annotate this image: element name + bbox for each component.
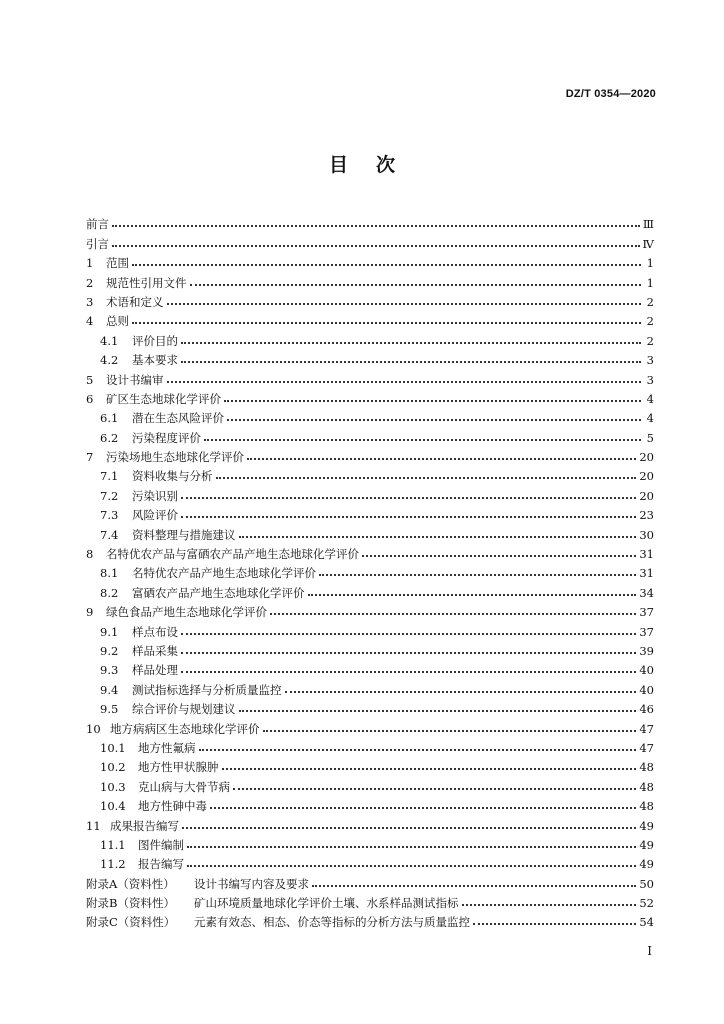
title-char-2: 次 xyxy=(376,154,396,176)
page-title xyxy=(0,150,724,177)
toc-entry[interactable] xyxy=(86,736,654,755)
toc-entry[interactable] xyxy=(86,619,654,638)
toc-entry-page: 31 xyxy=(639,547,654,562)
toc-entry[interactable] xyxy=(86,231,654,250)
toc-entry-title: 图件编制 xyxy=(138,837,184,852)
toc-entry-number: 6 xyxy=(86,391,94,406)
toc-entry-page: 20 xyxy=(639,450,654,465)
toc-leader-dots xyxy=(362,554,636,557)
toc-entry[interactable] xyxy=(86,600,654,619)
toc-entry-title: 矿山环境质量地球化学评价土壤、水系样品测试指标 xyxy=(194,896,459,911)
toc-leader-dots xyxy=(224,399,641,402)
toc-entry[interactable] xyxy=(86,425,654,444)
toc-entry-page: Ⅲ xyxy=(642,217,654,232)
toc-entry[interactable] xyxy=(86,871,654,890)
toc-leader-dots xyxy=(285,690,637,693)
toc-leader-dots xyxy=(182,826,636,829)
standard-code: DZ/T 0354—2020 xyxy=(565,88,656,100)
toc-entry-title: 克山病与大骨节病 xyxy=(138,779,230,794)
toc-entry-title: 成果报告编写 xyxy=(110,818,179,833)
toc-entry-number: 2 xyxy=(86,275,94,290)
toc-leader-dots xyxy=(204,438,641,441)
toc-entry-title: 地方性甲状腺肿 xyxy=(138,760,219,775)
toc-entry-number: 7.3 xyxy=(100,508,119,523)
toc-entry-page: 4 xyxy=(646,391,654,406)
toc-entry-title: 资料整理与措施建议 xyxy=(132,527,236,542)
toc-entry-number: 11.1 xyxy=(100,837,126,852)
toc-entry-number: 1 xyxy=(86,256,94,271)
toc-entry-page: 40 xyxy=(639,663,654,678)
toc-entry-page: 23 xyxy=(639,508,654,523)
toc-entry-number: 7.1 xyxy=(100,469,119,484)
toc-entry-title: 术语和定义 xyxy=(106,294,164,309)
toc-entry-title: 名特优农产品与富硒农产品产地生态地球化学评价 xyxy=(106,547,359,562)
toc-leader-dots xyxy=(167,380,642,383)
toc-entry[interactable] xyxy=(86,270,654,289)
toc-entry-title: 范围 xyxy=(106,256,129,271)
toc-leader-dots xyxy=(319,573,636,576)
toc-leader-dots xyxy=(181,360,641,363)
toc-entry[interactable] xyxy=(86,658,654,677)
toc-entry[interactable] xyxy=(86,464,654,483)
toc-entry[interactable] xyxy=(86,774,654,793)
toc-leader-dots xyxy=(210,806,636,809)
toc-entry-title: 设计书编写内容及要求 xyxy=(194,876,309,891)
toc-entry-title: 矿区生态地球化学评价 xyxy=(106,391,221,406)
toc-entry-page: 48 xyxy=(639,760,654,775)
toc-entry[interactable] xyxy=(86,290,654,309)
toc-entry[interactable] xyxy=(86,639,654,658)
toc-entry-title: 污染程度评价 xyxy=(132,430,201,445)
toc-entry-page: 48 xyxy=(639,779,654,794)
toc-entry-title: 规范性引用文件 xyxy=(106,275,187,290)
toc-leader-dots xyxy=(112,244,640,247)
toc-entry[interactable] xyxy=(86,522,654,541)
toc-entry-page: 37 xyxy=(639,605,654,620)
toc-entry-title: 综合评价与规划建议 xyxy=(132,702,236,717)
toc-leader-dots xyxy=(181,341,641,344)
toc-leader-dots xyxy=(181,632,636,635)
toc-entry[interactable] xyxy=(86,910,654,929)
toc-entry-number: 11.2 xyxy=(100,857,126,872)
toc-entry-page: 2 xyxy=(646,333,654,348)
toc-entry-title: 地方病病区生态地球化学评价 xyxy=(110,721,260,736)
toc-entry[interactable] xyxy=(86,406,654,425)
toc-leader-dots xyxy=(181,651,636,654)
toc-leader-dots xyxy=(112,224,640,227)
table-of-contents xyxy=(86,212,654,929)
toc-entry-page: 20 xyxy=(639,469,654,484)
toc-entry-number: 附录C（资料性） xyxy=(86,915,176,930)
toc-entry-page: Ⅳ xyxy=(642,236,654,251)
toc-entry-page: 49 xyxy=(639,818,654,833)
toc-leader-dots xyxy=(462,903,637,906)
toc-entry-number: 7.4 xyxy=(100,527,119,542)
toc-entry-title: 污染场地生态地球化学评价 xyxy=(106,450,244,465)
toc-entry[interactable] xyxy=(86,367,654,386)
title-char-1: 目 xyxy=(328,154,348,176)
toc-entry-number: 4.1 xyxy=(100,333,119,348)
toc-entry-page: 5 xyxy=(646,430,654,445)
toc-entry-title: 样品处理 xyxy=(132,663,178,678)
toc-leader-dots xyxy=(270,612,636,615)
toc-leader-dots xyxy=(187,864,636,867)
toc-leader-dots xyxy=(167,302,642,305)
toc-entry[interactable] xyxy=(86,503,654,522)
toc-entry-page: 39 xyxy=(639,643,654,658)
toc-entry[interactable] xyxy=(86,561,654,580)
toc-entry-title: 名特优农产品产地生态地球化学评价 xyxy=(132,566,316,581)
toc-entry-title: 总则 xyxy=(106,314,129,329)
toc-entry-title: 前言 xyxy=(86,217,109,232)
toc-leader-dots xyxy=(181,515,636,518)
toc-entry[interactable] xyxy=(86,251,654,270)
toc-leader-dots xyxy=(308,593,637,596)
toc-entry[interactable] xyxy=(86,483,654,502)
toc-entry-number: 9.2 xyxy=(100,643,119,658)
toc-leader-dots xyxy=(233,787,636,790)
toc-leader-dots xyxy=(132,263,641,266)
toc-entry-page: 40 xyxy=(639,682,654,697)
toc-entry-title: 绿色食品产地生态地球化学评价 xyxy=(106,605,267,620)
toc-entry-page: 49 xyxy=(639,837,654,852)
toc-entry-page: 2 xyxy=(646,314,654,329)
toc-entry[interactable] xyxy=(86,445,654,464)
toc-entry-title: 富硒农产品产地生态地球化学评价 xyxy=(132,585,305,600)
toc-entry-title: 样点布设 xyxy=(132,624,178,639)
toc-entry-title: 地方性氟病 xyxy=(138,740,196,755)
toc-leader-dots xyxy=(132,321,641,324)
toc-entry-page: 3 xyxy=(646,353,654,368)
toc-entry[interactable] xyxy=(86,580,654,599)
toc-entry-number: 10.1 xyxy=(100,740,126,755)
toc-entry-number: 8.2 xyxy=(100,585,119,600)
toc-entry[interactable] xyxy=(86,891,654,910)
toc-leader-dots xyxy=(222,767,637,770)
toc-entry-page: 30 xyxy=(639,527,654,542)
toc-entry-title: 样品采集 xyxy=(132,643,178,658)
toc-entry-number: 7.2 xyxy=(100,488,119,503)
toc-leader-dots xyxy=(190,283,642,286)
toc-entry[interactable] xyxy=(86,212,654,231)
toc-leader-dots xyxy=(312,884,636,887)
toc-leader-dots xyxy=(181,670,636,673)
toc-entry-number: 10.2 xyxy=(100,760,126,775)
toc-entry-number: 8 xyxy=(86,547,94,562)
toc-entry-number: 11 xyxy=(86,818,101,833)
page-number: Ⅰ xyxy=(647,944,652,958)
toc-leader-dots xyxy=(263,729,637,732)
toc-entry-number: 4 xyxy=(86,314,94,329)
toc-entry-number: 10.3 xyxy=(100,779,126,794)
toc-entry[interactable] xyxy=(86,542,654,561)
toc-entry-number: 10.4 xyxy=(100,799,126,814)
toc-entry-title: 引言 xyxy=(86,236,109,251)
toc-entry[interactable] xyxy=(86,813,654,832)
toc-entry-page: 2 xyxy=(646,294,654,309)
toc-entry-page: 52 xyxy=(639,896,654,911)
toc-leader-dots xyxy=(199,748,637,751)
toc-entry-title: 风险评价 xyxy=(132,508,178,523)
toc-entry-number: 3 xyxy=(86,294,94,309)
toc-entry-number: 9.5 xyxy=(100,702,119,717)
toc-entry[interactable] xyxy=(86,833,654,852)
toc-entry-page: 46 xyxy=(639,702,654,717)
toc-leader-dots xyxy=(216,476,637,479)
toc-entry[interactable] xyxy=(86,697,654,716)
toc-entry-number: 9 xyxy=(86,605,94,620)
toc-entry-number: 5 xyxy=(86,372,94,387)
toc-leader-dots xyxy=(247,457,636,460)
toc-entry[interactable] xyxy=(86,309,654,328)
toc-entry[interactable] xyxy=(86,348,654,367)
toc-entry-page: 48 xyxy=(639,799,654,814)
toc-entry[interactable] xyxy=(86,716,654,735)
toc-entry-page: 34 xyxy=(639,585,654,600)
toc-entry-title: 资料收集与分析 xyxy=(132,469,213,484)
toc-leader-dots xyxy=(181,496,636,499)
toc-entry-page: 49 xyxy=(639,857,654,872)
toc-entry-page: 3 xyxy=(646,372,654,387)
toc-entry-page: 37 xyxy=(639,624,654,639)
toc-entry[interactable] xyxy=(86,677,654,696)
toc-entry-page: 54 xyxy=(639,915,654,930)
toc-entry-page: 47 xyxy=(639,740,654,755)
toc-entry-page: 31 xyxy=(639,566,654,581)
toc-entry[interactable] xyxy=(86,852,654,871)
toc-entry-number: 8.1 xyxy=(100,566,119,581)
toc-entry-number: 9.4 xyxy=(100,682,119,697)
toc-leader-dots xyxy=(473,922,636,925)
toc-entry-title: 潜在生态风险评价 xyxy=(132,411,224,426)
toc-entry-title: 报告编写 xyxy=(138,857,184,872)
toc-entry-title: 设计书编审 xyxy=(106,372,164,387)
toc-entry-page: 47 xyxy=(639,721,654,736)
toc-entry-number: 6.1 xyxy=(100,411,119,426)
toc-entry[interactable] xyxy=(86,755,654,774)
toc-entry-number: 7 xyxy=(86,450,94,465)
toc-entry-number: 9.3 xyxy=(100,663,119,678)
toc-entry-title: 元素有效态、相态、价态等指标的分析方法与质量监控 xyxy=(194,915,470,930)
toc-entry-number: 6.2 xyxy=(100,430,119,445)
toc-entry[interactable] xyxy=(86,387,654,406)
toc-entry-number: 附录A（资料性） xyxy=(86,876,175,891)
toc-entry-title: 地方性砷中毒 xyxy=(138,799,207,814)
toc-entry-page: 20 xyxy=(639,488,654,503)
toc-entry[interactable] xyxy=(86,794,654,813)
toc-entry[interactable] xyxy=(86,328,654,347)
toc-leader-dots xyxy=(239,709,637,712)
toc-entry-title: 基本要求 xyxy=(132,353,178,368)
toc-entry-title: 评价目的 xyxy=(132,333,178,348)
toc-entry-number: 10 xyxy=(86,721,101,736)
toc-entry-page: 1 xyxy=(646,256,654,271)
toc-entry-number: 9.1 xyxy=(100,624,119,639)
toc-entry-title: 污染识别 xyxy=(132,488,178,503)
toc-entry-page: 50 xyxy=(639,876,654,891)
toc-entry-number: 4.2 xyxy=(100,353,119,368)
toc-entry-title: 测试指标选择与分析质量监控 xyxy=(132,682,282,697)
toc-leader-dots xyxy=(227,418,641,421)
toc-entry-number: 附录B（资料性） xyxy=(86,896,175,911)
toc-leader-dots xyxy=(239,535,637,538)
toc-entry-page: 1 xyxy=(646,275,654,290)
toc-entry-page: 4 xyxy=(646,411,654,426)
toc-leader-dots xyxy=(187,845,636,848)
